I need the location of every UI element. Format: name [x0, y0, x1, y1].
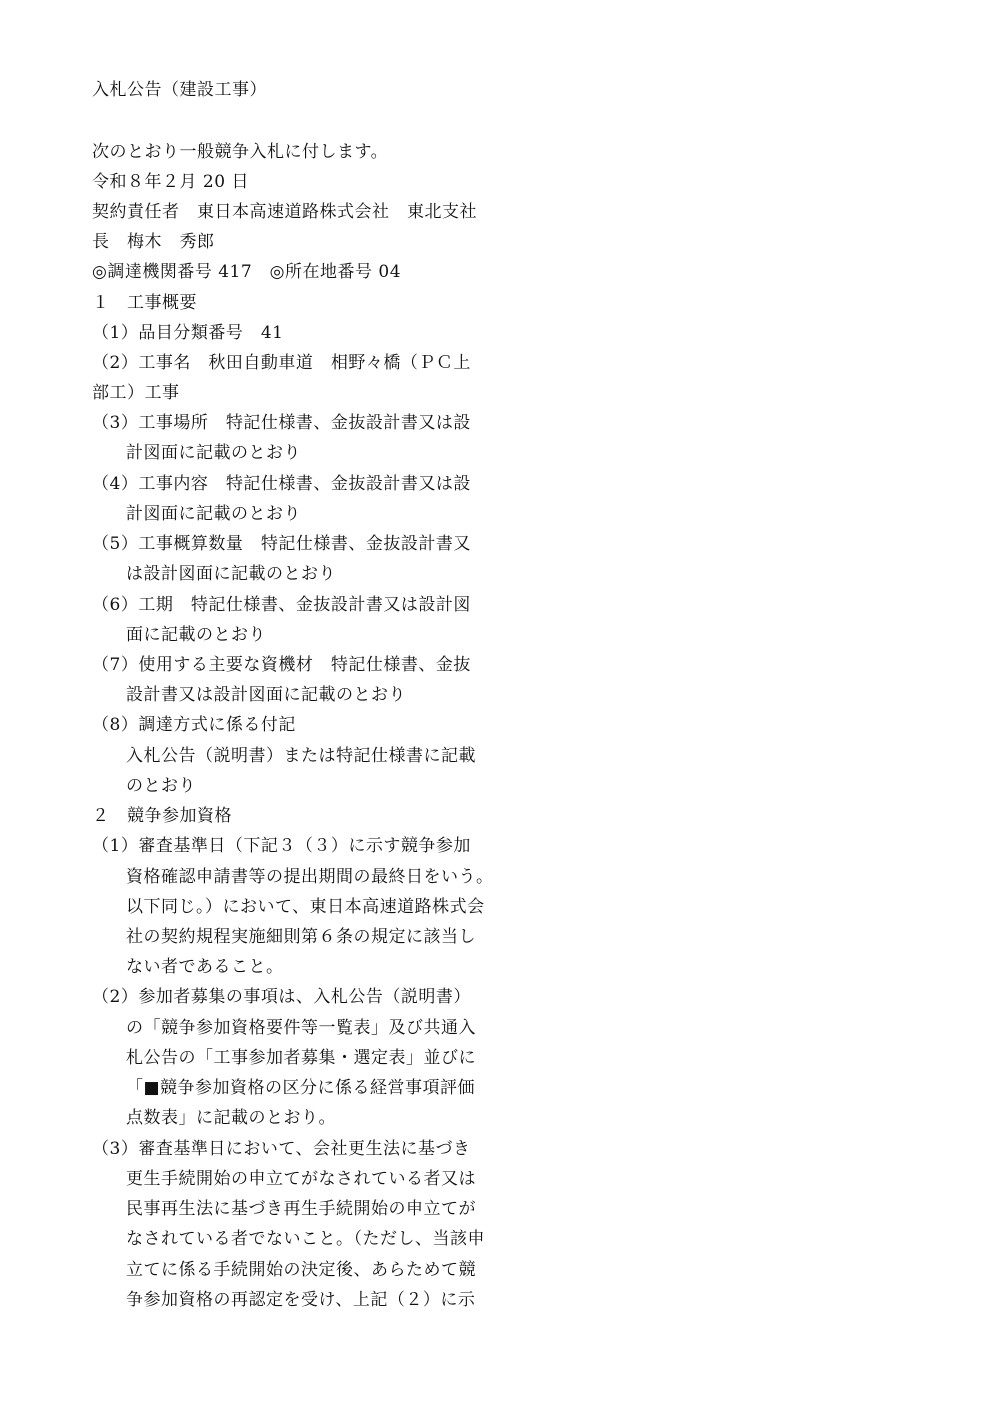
list-item-continuation: 計図面に記載のとおり: [126, 443, 301, 463]
list-item: （3）審査基準日において、会社更生法に基づき: [92, 1139, 471, 1159]
list-item: （5）工事概算数量 特記仕様書、金抜設計書又: [92, 534, 471, 554]
list-item: （1）審査基準日（下記３（３）に示す競争参加: [92, 836, 471, 856]
list-item-continuation: のとおり: [126, 776, 196, 796]
list-item: （1）品目分類番号 41: [92, 323, 284, 343]
list-item: （2）工事名 秋田自動車道 相野々橋（ＰＣ上: [92, 353, 471, 373]
section-heading: １ 工事概要: [92, 293, 197, 313]
list-item-continuation: 計図面に記載のとおり: [126, 504, 301, 524]
list-item-continuation: 入札公告（説明書）または特記仕様書に記載: [126, 746, 476, 766]
list-item-continuation: ない者であること。: [126, 957, 284, 977]
list-item: （4）工事内容 特記仕様書、金抜設計書又は設: [92, 474, 471, 494]
list-item-continuation: は設計図面に記載のとおり: [126, 564, 336, 584]
agency-codes: ◎調達機関番号 417 ◎所在地番号 04: [92, 262, 402, 282]
list-item-continuation: 面に記載のとおり: [126, 625, 266, 645]
list-item-continuation: 以下同じ。）において、東日本高速道路株式会: [126, 897, 485, 917]
list-item: （3）工事場所 特記仕様書、金抜設計書又は設: [92, 413, 471, 433]
list-item-continuation: なされている者でないこと。（ただし、当該申: [126, 1229, 485, 1249]
list-item-continuation: 設計書又は設計図面に記載のとおり: [126, 685, 406, 705]
list-item-continuation: 部工）工事: [92, 383, 180, 403]
section-heading: ２ 競争参加資格: [92, 806, 232, 826]
document-title: 入札公告（建設工事）: [92, 80, 267, 100]
list-item-continuation: 点数表」に記載のとおり。: [126, 1108, 336, 1128]
intro-statement: 次のとおり一般競争入札に付します。: [92, 142, 389, 162]
list-item-continuation: 資格確認申請書等の提出期間の最終日をいう。: [126, 867, 494, 887]
contract-officer-name: 長 梅木 秀郎: [92, 232, 215, 252]
list-item-continuation: 社の契約規程実施細則第６条の規定に該当し: [126, 927, 476, 947]
list-item-continuation: 立てに係る手続開始の決定後、あらためて競: [126, 1260, 476, 1280]
list-item: （2）参加者募集の事項は、入札公告（説明書）: [92, 987, 471, 1007]
list-item-continuation: の「競争参加資格要件等一覧表」及び共通入: [126, 1018, 476, 1038]
notice-date: 令和８年２月 20 日: [92, 172, 249, 192]
list-item-continuation: 争参加資格の再認定を受け、上記（２）に示: [126, 1290, 476, 1310]
list-item: （7）使用する主要な資機材 特記仕様書、金抜: [92, 655, 471, 675]
list-item-continuation: 民事再生法に基づき再生手続開始の申立てが: [126, 1199, 476, 1219]
list-item: （6）工期 特記仕様書、金抜設計書又は設計図: [92, 595, 471, 615]
list-item-continuation: 「■競争参加資格の区分に係る経営事項評価: [126, 1078, 476, 1098]
contract-officer-line: 契約責任者 東日本高速道路株式会社 東北支社: [92, 202, 477, 222]
list-item-continuation: 札公告の「工事参加者募集・選定表」並びに: [126, 1048, 476, 1068]
list-item: （8）調達方式に係る付記: [92, 715, 296, 735]
list-item-continuation: 更生手続開始の申立てがなされている者又は: [126, 1169, 476, 1189]
